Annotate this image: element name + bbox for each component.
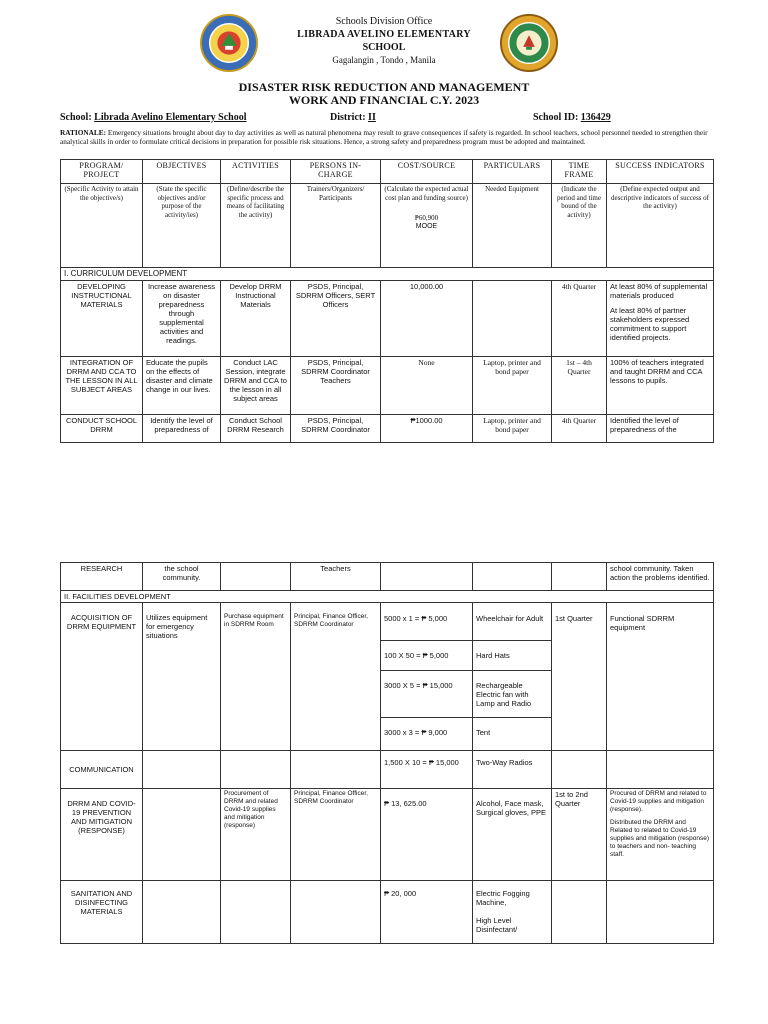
activities-cell: Purchase equipment in SDRRM Room	[221, 603, 291, 751]
indicators-cell: 100% of teachers integrated and taught DRRM and CCA lessons to pupils.	[607, 357, 714, 415]
program-cell: RESEARCH	[61, 563, 143, 591]
district-value: II	[368, 112, 376, 123]
time-cell: 4th Quarter	[552, 415, 607, 443]
cost-cell: ₱ 13, 625.00	[381, 788, 473, 881]
persons-cell: PSDS, Principal, SDRRM Coordinator Teachers	[291, 357, 381, 415]
objectives-cell: Identify the level of preparedness of	[143, 415, 221, 443]
school-id-value: 136429	[580, 112, 611, 123]
activities-cell	[221, 881, 291, 944]
particulars-cell: Rechargeable Electric fan with Lamp and Radio	[473, 670, 552, 717]
cost-cell: ₱ 20, 000	[381, 881, 473, 944]
particulars-cell	[473, 881, 552, 944]
particulars-cell: Laptop, printer and bond paper	[473, 357, 552, 415]
header-time: TIME FRAME	[552, 160, 607, 184]
table-row	[61, 281, 714, 357]
header-objectives: OBJECTIVES	[143, 160, 221, 184]
persons-cell	[291, 881, 381, 944]
objectives-cell: Utilizes equipment for emergency situations	[143, 603, 221, 751]
rationale-text: Emergency situations brought about day to day activities as well as natural phenomena may result to grave consequences if safety is regarded. In school teachers, school personnel needed to strengthen their analytical skills in order to formulate critical decisions in preparation for possible risk situations. Hence, a strong safety and preparedness program must be adopted and maintained.	[60, 128, 708, 147]
desc-persons: Trainers/Organizers/ Participants	[291, 184, 381, 268]
indicator-line: Procured of DRRM and related to Covid-19 supplies and mitigation (response).	[610, 789, 707, 813]
desc-indicators: (Define expected output and descriptive indicators of success of the activity)	[607, 184, 714, 268]
work-plan-table-page1	[60, 159, 714, 443]
district-label: District:	[330, 112, 366, 123]
particulars-cell: Wheelchair for Adult	[473, 603, 552, 640]
activities-cell	[221, 751, 291, 788]
cost-cell: None	[381, 357, 473, 415]
objectives-cell	[143, 751, 221, 788]
document-title: DISASTER RISK REDUCTION AND MANAGEMENT	[238, 80, 530, 94]
cost-cell: 5000 x 1 = ₱ 5,000	[381, 603, 473, 640]
indicator-line: At least 80% of supplemental materials produced	[610, 282, 708, 300]
school-field	[60, 112, 247, 123]
indicators-cell	[607, 281, 714, 357]
section-curriculum: I. CURRICULUM DEVELOPMENT	[61, 268, 714, 281]
school-id-field	[533, 112, 611, 123]
table-row	[61, 603, 714, 640]
program-cell: CONDUCT SCHOOL DRRM	[61, 415, 143, 443]
indicators-cell	[607, 751, 714, 788]
program-cell: INTEGRATION OF DRRM AND CCA TO THE LESSON IN ALL SUBJECT AREAS	[61, 357, 143, 415]
particulars-cell: Laptop, printer and bond paper	[473, 415, 552, 443]
persons-cell: Principal, Finance Officer, SDRRM Coordinator	[291, 603, 381, 751]
time-cell	[552, 563, 607, 591]
program-cell: COMMUNICATION	[61, 751, 143, 788]
time-cell: 4th Quarter	[552, 281, 607, 357]
table-description-row	[61, 184, 714, 268]
header-cost: COST/SOURCE	[381, 160, 473, 184]
program-cell: ACQUISITION OF DRRM EQUIPMENT	[61, 603, 143, 751]
indicator-line: Distributed the DRRM and Related to related to Covid-19 supplies and mitigation (response) to teachers and non- teaching staff.	[610, 818, 709, 858]
school-name: LIBRADA AVELINO ELEMENTARY	[297, 29, 471, 40]
desc-particulars: Needed Equipment	[473, 184, 552, 268]
activities-cell	[221, 563, 291, 591]
header-activities: ACTIVITIES	[221, 160, 291, 184]
particulars-cell: Tent	[473, 718, 552, 751]
time-cell	[552, 881, 607, 944]
desc-program: (Specific Activity to attain the objective/s)	[61, 184, 143, 268]
rationale	[60, 128, 715, 147]
desc-activities: (Define/describe the specific process and means of facilitating the activity)	[221, 184, 291, 268]
table-row	[61, 415, 714, 443]
header-program: PROGRAM/ PROJECT	[61, 160, 143, 184]
cost-cell: 3000 X 5 = ₱ 15,000	[381, 670, 473, 717]
time-cell: 1st Quarter	[552, 603, 607, 751]
cost-source: MOOE	[415, 222, 438, 230]
activities-cell: Conduct LAC Session, integrate DRRM and CCA to the lesson in all subject areas	[221, 357, 291, 415]
particulars-cell: Two-Way Radios	[473, 751, 552, 788]
objectives-cell	[143, 788, 221, 881]
particulars-cell: Hard Hats	[473, 640, 552, 670]
objectives-cell: Educate the pupils on the effects of disaster and climate change in our lives.	[143, 357, 221, 415]
time-cell: 1st to 2nd Quarter	[552, 788, 607, 881]
table-row	[61, 357, 714, 415]
particulars-cell	[473, 281, 552, 357]
persons-cell: PSDS, Principal, SDRRM Officers, SERT Officers	[291, 281, 381, 357]
indicators-cell: school community. Taken action the problems identified.	[607, 563, 714, 591]
school-name-line2: SCHOOL	[362, 42, 406, 53]
particulars-cell	[473, 563, 552, 591]
table-header-row	[61, 160, 714, 184]
persons-cell: PSDS, Principal, SDRRM Coordinator	[291, 415, 381, 443]
activities-cell: Conduct School DRRM Research	[221, 415, 291, 443]
particular-line: Electric Fogging Machine,	[476, 889, 530, 908]
persons-cell: Principal, Finance Officer, SDRRM Coordinator	[291, 788, 381, 881]
activities-cell: Procurement of DRRM and related Covid-19 supplies and mitigation (response)	[221, 788, 291, 881]
section-facilities: II. FACILITIES DEVELOPMENT	[61, 591, 714, 603]
time-cell: 1st – 4th Quarter	[552, 357, 607, 415]
cost-total: ₱60,900	[414, 214, 439, 222]
header-indicators: SUCCESS INDICATORS	[607, 160, 714, 184]
school-id-label: School ID:	[533, 112, 579, 123]
persons-cell: Teachers	[291, 563, 381, 591]
school-value: Librada Avelino Elementary School	[94, 112, 247, 123]
cost-cell: 3000 x 3 = ₱ 9,000	[381, 718, 473, 751]
header-persons: PERSONS IN-CHARGE	[291, 160, 381, 184]
objectives-cell: the school community.	[143, 563, 221, 591]
work-plan-table-page2	[60, 562, 714, 944]
particulars-cell: Alcohol, Face mask, Surgical gloves, PPE	[473, 788, 552, 881]
desc-cost	[381, 184, 473, 268]
program-cell: DEVELOPING INSTRUCTIONAL MATERIALS	[61, 281, 143, 357]
activities-cell: Develop DRRM Instructional Materials	[221, 281, 291, 357]
time-cell	[552, 751, 607, 788]
cost-cell: 1,500 X 10 = ₱ 15,000	[381, 751, 473, 788]
rationale-label: RATIONALE:	[60, 128, 107, 137]
section-row-facilities	[61, 591, 714, 603]
persons-cell	[291, 751, 381, 788]
program-cell: DRRM AND COVID-19 PREVENTION AND MITIGATION (RESPONSE)	[61, 788, 143, 881]
cost-cell	[381, 563, 473, 591]
objectives-cell	[143, 881, 221, 944]
objectives-cell: Increase awareness on disaster preparedness through supplemental activities and readings.	[143, 281, 221, 357]
indicator-line: At least 80% of partner stakeholders expressed commitment to support identified projects.	[610, 306, 690, 342]
table-row	[61, 881, 714, 944]
section-row-curriculum	[61, 268, 714, 281]
district-field	[330, 112, 376, 123]
indicators-cell	[607, 788, 714, 881]
program-cell: SANITATION AND DISINFECTING MATERIALS	[61, 881, 143, 944]
desc-objectives: (State the specific objectives and/or purpose of the activity/ies)	[143, 184, 221, 268]
school-label: School:	[60, 112, 92, 123]
school-address: Gagalangin , Tondo , Manila	[332, 55, 436, 65]
document-subtitle: WORK AND FINANCIAL C.Y. 2023	[288, 93, 480, 107]
cost-cell: 100 X 50 = ₱ 5,000	[381, 640, 473, 670]
table-row	[61, 563, 714, 591]
indicators-cell	[607, 881, 714, 944]
cost-cell: 10,000.00	[381, 281, 473, 357]
table-row	[61, 751, 714, 788]
indicators-cell: Functional SDRRM equipment	[607, 603, 714, 751]
indicators-cell: Identified the level of preparedness of the	[607, 415, 714, 443]
particular-line: High Level Disinfectant/	[476, 916, 518, 935]
cost-cell: ₱1000.00	[381, 415, 473, 443]
desc-cost-text: (Calculate the expected actual cost plan and funding source)	[384, 185, 469, 202]
header-particulars: PARTICULARS	[473, 160, 552, 184]
office-name: Schools Division Office	[335, 16, 433, 27]
table-row	[61, 788, 714, 881]
document-header	[0, 12, 768, 72]
desc-time: (Indicate the period and time bound of the activity)	[552, 184, 607, 268]
